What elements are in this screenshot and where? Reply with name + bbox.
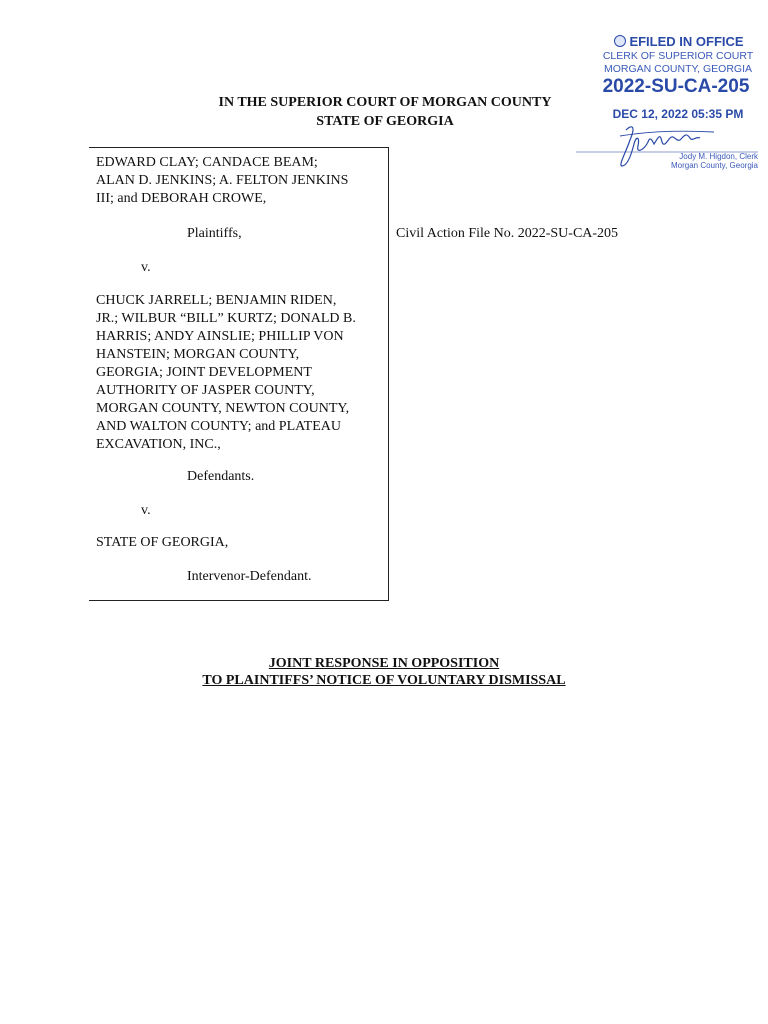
stamp-case-number: 2022-SU-CA-205 [602, 76, 750, 97]
efiled-heading: EFILED IN OFFICE [594, 34, 764, 49]
stamp-datetime: DEC 12, 2022 05:35 PM [612, 107, 744, 121]
efiling-stamp [574, 34, 764, 174]
intervenor-role: Intervenor-Defendant. [187, 569, 312, 584]
document-title: JOINT RESPONSE IN OPPOSITION TO PLAINTIFFS’ NOTICE OF VOLUNTARY DISMISSAL [202, 656, 566, 688]
clerk-name-block: Jody M. Higdon, Clerk Morgan County, Georgia [670, 152, 758, 170]
stamp-county: MORGAN COUNTY, GEORGIA [604, 63, 752, 75]
plaintiffs-role: Plaintiffs, [187, 226, 242, 241]
versus-2: v. [141, 503, 151, 518]
seal-icon [614, 35, 626, 47]
defendants-names: CHUCK JARRELL; BENJAMIN RIDEN, JR.; WILBUR “BILL” KURTZ; DONALD B. HARRIS; ANDY AINSLIE; PHILLIP VON HANSTEIN; MORGAN COUNTY, GEORGIA; JOINT DEVELOPMENT AUTHORITY OF JASPER COUNTY, MORGAN COUNTY, NEWTON COUNTY, AND WALTON COUNTY; and PLATEAU EXCAVATION, INC., [96, 293, 356, 452]
plaintiffs-names: EDWARD CLAY; CANDACE BEAM; ALAN D. JENKINS; A. FELTON JENKINS III; and DEBORAH CROWE, [96, 155, 349, 206]
court-heading: IN THE SUPERIOR COURT OF MORGAN COUNTY STATE OF GEORGIA [218, 95, 552, 129]
case-caption [89, 147, 389, 601]
defendants-role: Defendants. [187, 469, 255, 484]
versus-1: v. [141, 260, 151, 275]
civil-action-number: Civil Action File No. 2022-SU-CA-205 [396, 226, 619, 241]
stamp-clerk-court: CLERK OF SUPERIOR COURT [602, 50, 754, 62]
intervenor-name: STATE OF GEORGIA, [96, 535, 229, 550]
